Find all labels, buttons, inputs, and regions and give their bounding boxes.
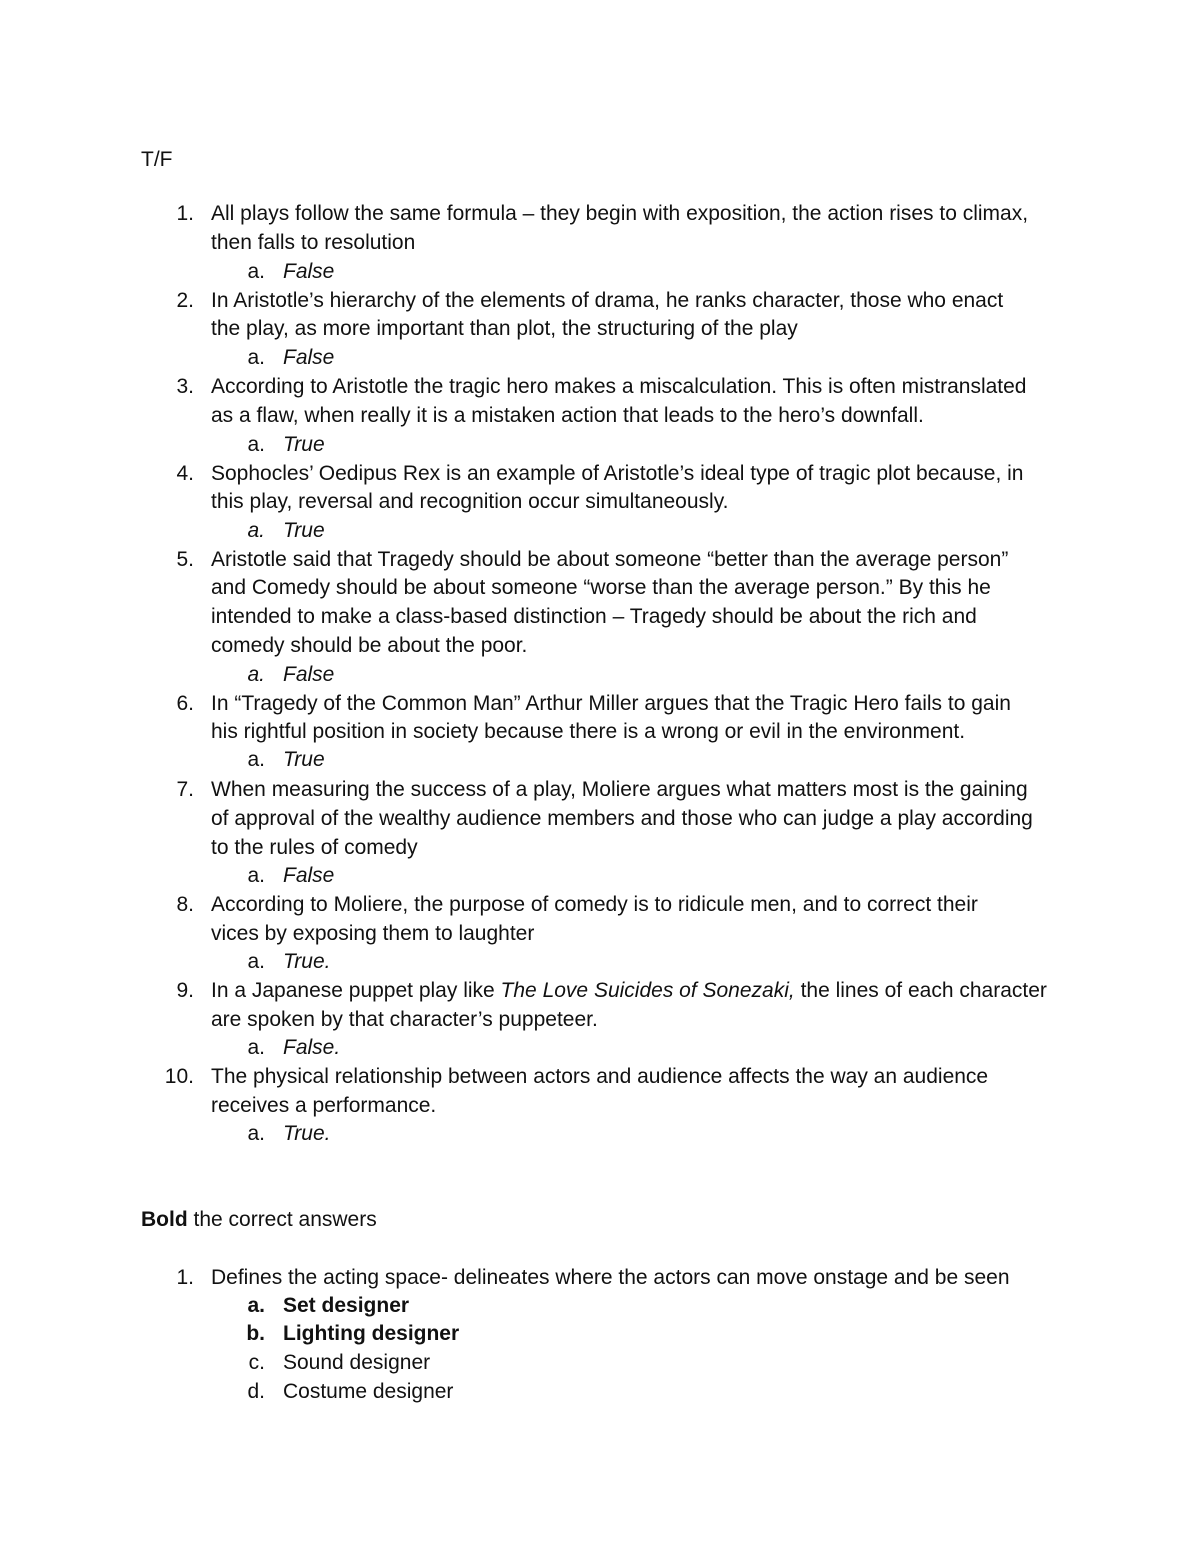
question-text-line: of approval of the wealthy audience members and those who can judge a play according [211, 807, 1033, 830]
option-letter: a. [247, 1294, 265, 1317]
question-text-line: Sophocles’ Oedipus Rex is an example of Aristotle’s ideal type of tragic plot because, in [211, 462, 1024, 485]
answer-letter: a. [247, 1122, 265, 1145]
question-text-line: comedy should be about the poor. [211, 634, 528, 657]
question-text-line: All plays follow the same formula – they begin with exposition, the action rises to climax, [211, 202, 1029, 225]
question-number: 3. [176, 375, 194, 398]
question-number: 1. [176, 202, 194, 225]
answer-letter: a. [247, 433, 265, 456]
question-number: 8. [176, 893, 194, 916]
option-text: Costume designer [283, 1380, 454, 1403]
question-number: 7. [176, 778, 194, 801]
question-text-line: According to Aristotle the tragic hero makes a miscalculation. This is often mistranslated [211, 375, 1027, 398]
question-text-line: are spoken by that character’s puppeteer. [211, 1008, 598, 1031]
answer-text: False [283, 346, 335, 369]
answer-text: True. [283, 950, 331, 973]
answer-letter: a. [247, 519, 265, 542]
question-text-line: receives a performance. [211, 1094, 437, 1117]
question-text-line: as a flaw, when really it is a mistaken action that leads to the hero’s downfall. [211, 404, 924, 427]
answer-letter: a. [247, 950, 265, 973]
option-letter: c. [248, 1351, 265, 1374]
question-text-line: this play, reversal and recognition occur simultaneously. [211, 490, 729, 513]
answer-letter: a. [247, 864, 265, 887]
question-text-line: When measuring the success of a play, Moliere argues what matters most is the gaining [211, 778, 1028, 801]
answer-text: False [283, 864, 335, 887]
mc-heading: Bold the correct answers [141, 1208, 377, 1231]
question-number: 4. [176, 462, 194, 485]
answer-letter: a. [247, 346, 265, 369]
answer-text: True [283, 433, 325, 456]
question-text-line: then falls to resolution [211, 231, 416, 254]
option-text: Sound designer [283, 1351, 431, 1374]
answer-letter: a. [247, 748, 265, 771]
answer-text: False [283, 260, 335, 283]
question-text-line: his rightful position in society because there is a wrong or evil in the environment. [211, 720, 966, 743]
option-letter: b. [246, 1322, 265, 1345]
question-text-line: According to Moliere, the purpose of comedy is to ridicule men, and to correct their [211, 893, 978, 916]
question-number: 10. [164, 1065, 194, 1088]
question-text-line: to the rules of comedy [211, 836, 418, 859]
question-text: Defines the acting space- delineates where the actors can move onstage and be seen [211, 1266, 1010, 1289]
question-number: 6. [176, 692, 194, 715]
question-text-line: In Aristotle’s hierarchy of the elements of drama, he ranks character, those who enact [211, 289, 1004, 312]
answer-letter: a. [247, 260, 265, 283]
question-text-line: vices by exposing them to laughter [211, 922, 535, 945]
option-letter: d. [247, 1380, 265, 1403]
question-text-line: Aristotle said that Tragedy should be about someone “better than the average person” [211, 548, 1009, 571]
answer-text: True [283, 748, 325, 771]
play-title: The Love Suicides of Sonezaki, [500, 979, 795, 1002]
question-number: 1. [176, 1266, 194, 1289]
question-number: 9. [176, 979, 194, 1002]
question-text-line: and Comedy should be about someone “worse than the average person.” By this he [211, 576, 991, 599]
question-text-line: the play, as more important than plot, the structuring of the play [211, 317, 798, 340]
question-text-line: intended to make a class-based distinction – Tragedy should be about the rich and [211, 605, 977, 628]
question-text-line: In a Japanese puppet play like The Love Suicides of Sonezaki, the lines of each character [211, 979, 1047, 1002]
option-text: Set designer [283, 1294, 410, 1317]
answer-text: True. [283, 1122, 331, 1145]
question-text-line: In “Tragedy of the Common Man” Arthur Miller argues that the Tragic Hero fails to gain [211, 692, 1011, 715]
answer-text: False [283, 663, 335, 686]
question-number: 2. [176, 289, 194, 312]
answer-text: False. [283, 1036, 341, 1059]
answer-text: True [283, 519, 325, 542]
option-text: Lighting designer [283, 1322, 460, 1345]
question-number: 5. [176, 548, 194, 571]
answer-letter: a. [247, 663, 265, 686]
answer-letter: a. [247, 1036, 265, 1059]
tf-heading: T/F [141, 148, 173, 171]
question-text-line: The physical relationship between actors and audience affects the way an audience [211, 1065, 989, 1088]
